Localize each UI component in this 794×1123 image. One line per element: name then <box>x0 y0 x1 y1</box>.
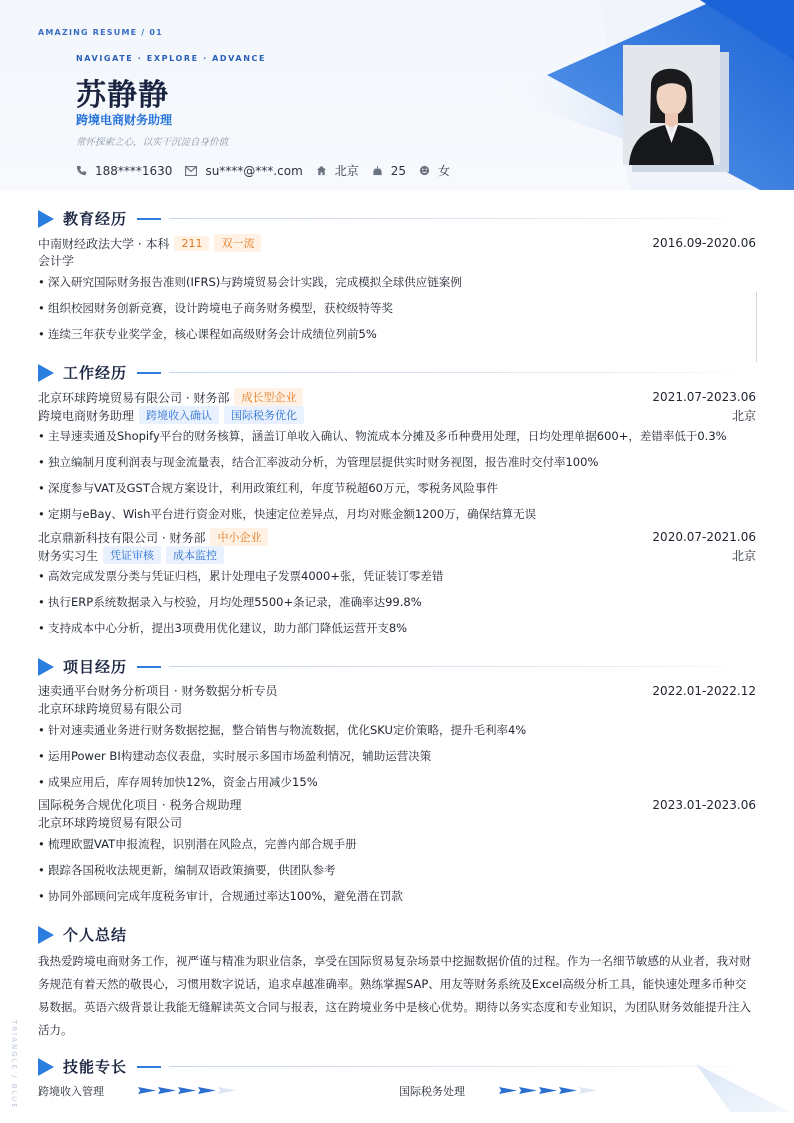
list-item: • 独立编制月度利润表与现金流量表，结合汇率波动分析，为管理层提供实时财务视图，报告准时交付率100% <box>38 454 756 470</box>
section-dash <box>137 372 161 374</box>
section-triangle-icon <box>38 1058 54 1076</box>
work-company-row <box>38 528 756 546</box>
section-dash <box>137 666 161 668</box>
school-tag: 双一流 <box>214 234 261 252</box>
section-rule <box>169 372 756 373</box>
nav-tagline: NAVIGATE · EXPLORE · ADVANCE <box>76 54 267 63</box>
list-item: • 深度参与VAT及GST合规方案设计，利用政策红利，年度节税超60万元，零税务风险事件 <box>38 480 756 496</box>
contact-age <box>372 164 406 178</box>
email-value: su****@***.com <box>205 163 303 178</box>
role-tag: 凭证审核 <box>103 546 161 564</box>
contact-phone <box>76 164 172 178</box>
contact-gender <box>419 162 450 179</box>
section-rule <box>169 666 756 667</box>
resume-tag: AMAZING RESUME / 01 <box>38 28 163 37</box>
list-item: • 针对速卖通业务进行财务数据挖掘，整合销售与物流数据，优化SKU定价策略，提升毛利率4% <box>38 722 756 738</box>
phone-icon <box>76 165 87 176</box>
section-summary-header <box>38 924 756 945</box>
home-icon <box>316 165 327 176</box>
avatar <box>623 45 720 165</box>
skill-arrow-icon <box>178 1087 196 1094</box>
project-org-row <box>38 700 756 717</box>
role-name: 跨境电商财务助理 <box>38 408 135 423</box>
skill-arrow-icon <box>559 1087 577 1094</box>
list-item: • 深入研究国际财务报告准则(IFRS)与跨境贸易会计实践，完成模拟全球供应链案例 <box>38 274 756 290</box>
divider <box>756 292 757 362</box>
section-title: 项目经历 <box>63 658 128 676</box>
section-triangle-icon <box>38 658 54 676</box>
work-role-row <box>38 406 756 424</box>
section-work-header <box>38 362 756 383</box>
section-title: 个人总结 <box>63 926 128 944</box>
list-item: • 支持成本中心分析，提出3项费用优化建议，助力部门降低运营开支8% <box>38 620 756 636</box>
skill-level <box>499 1087 599 1094</box>
mail-icon <box>185 166 197 176</box>
section-dash <box>137 1066 161 1068</box>
skill-arrow-icon <box>218 1087 236 1094</box>
role-name: 财务实习生 <box>38 548 99 563</box>
skill-name: 跨境收入管理 <box>38 1085 104 1098</box>
work-company-row <box>38 388 756 406</box>
list-item: • 运用Power BI构建动态仪表盘，实时展示多国市场盈利情况，辅助运营决策 <box>38 748 756 764</box>
list-item: • 主导速卖通及Shopify平台的财务核算，涵盖订单收入确认、物流成本分摊及多币种费用处理，日均处理单据600+，差错率低于0.3% <box>38 428 756 444</box>
work-city: 北京 <box>731 548 756 563</box>
side-label: TRIANGLE / BLUE <box>10 1020 18 1110</box>
project-row <box>38 796 756 813</box>
list-item: • 定期与eBay、Wish平台进行资金对账，快速定位差异点，月均对账金额1200万，确保结算无误 <box>38 506 756 522</box>
section-education-header <box>38 208 756 229</box>
project-period: 2022.01-2022.12 <box>652 683 756 698</box>
project-name: 国际税务合规优化项目 · 税务合规助理 <box>38 798 242 812</box>
list-item: • 组织校园财务创新竞赛，设计跨境电子商务财务模型，获校级特等奖 <box>38 300 756 316</box>
school-name: 中南财经政法大学 · 本科 <box>38 236 170 251</box>
phone-value: 188****1630 <box>95 163 173 178</box>
work-period: 2020.07-2021.06 <box>652 530 756 544</box>
section-projects-header <box>38 656 756 677</box>
section-triangle-icon <box>38 926 54 944</box>
section-title: 技能专长 <box>63 1058 128 1076</box>
section-triangle-icon <box>38 210 54 228</box>
role-tag: 跨境收入确认 <box>139 406 219 424</box>
work-period: 2021.07-2023.06 <box>652 390 756 404</box>
profile-photo <box>623 45 720 165</box>
company-name: 北京环球跨境贸易有限公司 · 财务部 <box>38 390 230 405</box>
section-title: 工作经历 <box>63 364 128 382</box>
skill-arrow-icon <box>499 1087 517 1094</box>
gender-value: 女 <box>438 164 451 178</box>
list-item: • 执行ERP系统数据录入与校验，月均处理5500+条记录，准确率达99.8% <box>38 594 756 610</box>
project-org: 北京环球跨境贸易有限公司 <box>38 702 183 716</box>
list-item: • 协同外部顾问完成年度税务审计，合规通过率达100%，避免潜在罚款 <box>38 888 756 904</box>
role-tag: 国际税务优化 <box>224 406 304 424</box>
skill-name: 国际税务处理 <box>399 1085 465 1098</box>
section-title: 教育经历 <box>63 210 128 228</box>
section-dash <box>137 218 161 220</box>
company-tag: 中小企业 <box>210 528 268 546</box>
smile-icon <box>419 165 430 176</box>
major-row <box>38 252 756 269</box>
section-skills-header <box>38 1056 756 1077</box>
skill-level <box>138 1087 238 1094</box>
company-name: 北京鼎新科技有限公司 · 财务部 <box>38 530 206 545</box>
list-item: • 高效完成发票分类与凭证归档，累计处理电子发票4000+张，凭证装订零差错 <box>38 568 756 584</box>
education-period: 2016.09-2020.06 <box>652 236 756 250</box>
company-tag: 成长型企业 <box>234 388 303 406</box>
cake-icon <box>372 165 383 176</box>
motto: 常怀探索之心，以实干沉淀自身价值 <box>76 137 229 148</box>
role-tag: 成本监控 <box>166 546 224 564</box>
contact-list <box>76 162 463 179</box>
project-org-row <box>38 814 756 831</box>
job-title: 跨境电商财务助理 <box>76 113 173 127</box>
section-rule <box>169 218 756 219</box>
education-row <box>38 234 756 252</box>
skill-arrow-icon <box>579 1087 597 1094</box>
work-city: 北京 <box>731 408 756 423</box>
contact-city <box>316 162 359 179</box>
footer-decoration <box>690 1060 794 1123</box>
section-triangle-icon <box>38 364 54 382</box>
skill-arrow-icon <box>198 1087 216 1094</box>
candidate-name: 苏静静 <box>76 78 169 113</box>
school-tag: 211 <box>174 236 209 251</box>
work-role-row <box>38 546 756 564</box>
skill-arrow-icon <box>519 1087 537 1094</box>
project-period: 2023.01-2023.06 <box>652 797 756 812</box>
skill-arrow-icon <box>138 1087 156 1094</box>
project-name: 速卖通平台财务分析项目 · 财务数据分析专员 <box>38 684 278 698</box>
list-item: • 连续三年获专业奖学金，核心课程如高级财务会计成绩位列前5% <box>38 326 756 342</box>
skill-arrow-icon <box>158 1087 176 1094</box>
city-value: 北京 <box>334 164 359 178</box>
list-item: • 跟踪各国税收法规更新，编制双语政策摘要，供团队参考 <box>38 862 756 878</box>
age-value: 25 <box>390 163 407 178</box>
summary-text: 我热爱跨境电商财务工作，视严谨与精准为职业信条，享受在国际贸易复杂场景中挖掘数据价值的过程。作为一名细节敏感的从业者，我对财务规范有着天然的敬畏心，习惯用数字说话，追求卓越准确率。熟练掌握SAP、用友等财务系统及Excel高级分析工具，能快速处理多币种交易数据。英语六级背景让我能无缝解读英文合同与报表，这在跨境业务中是核心优势。期待以务实态度和专业知识，为团队财务效能提升注入活力。 <box>38 954 751 1037</box>
project-org: 北京环球跨境贸易有限公司 <box>38 816 183 830</box>
skill-arrow-icon <box>539 1087 557 1094</box>
project-row <box>38 682 756 699</box>
list-item: • 成果应用后，库存周转加快12%，资金占用减少15% <box>38 774 756 790</box>
section-rule <box>169 1066 756 1067</box>
contact-email <box>185 164 302 178</box>
list-item: • 梳理欧盟VAT申报流程，识别潜在风险点，完善内部合规手册 <box>38 836 756 852</box>
major: 会计学 <box>38 254 75 268</box>
